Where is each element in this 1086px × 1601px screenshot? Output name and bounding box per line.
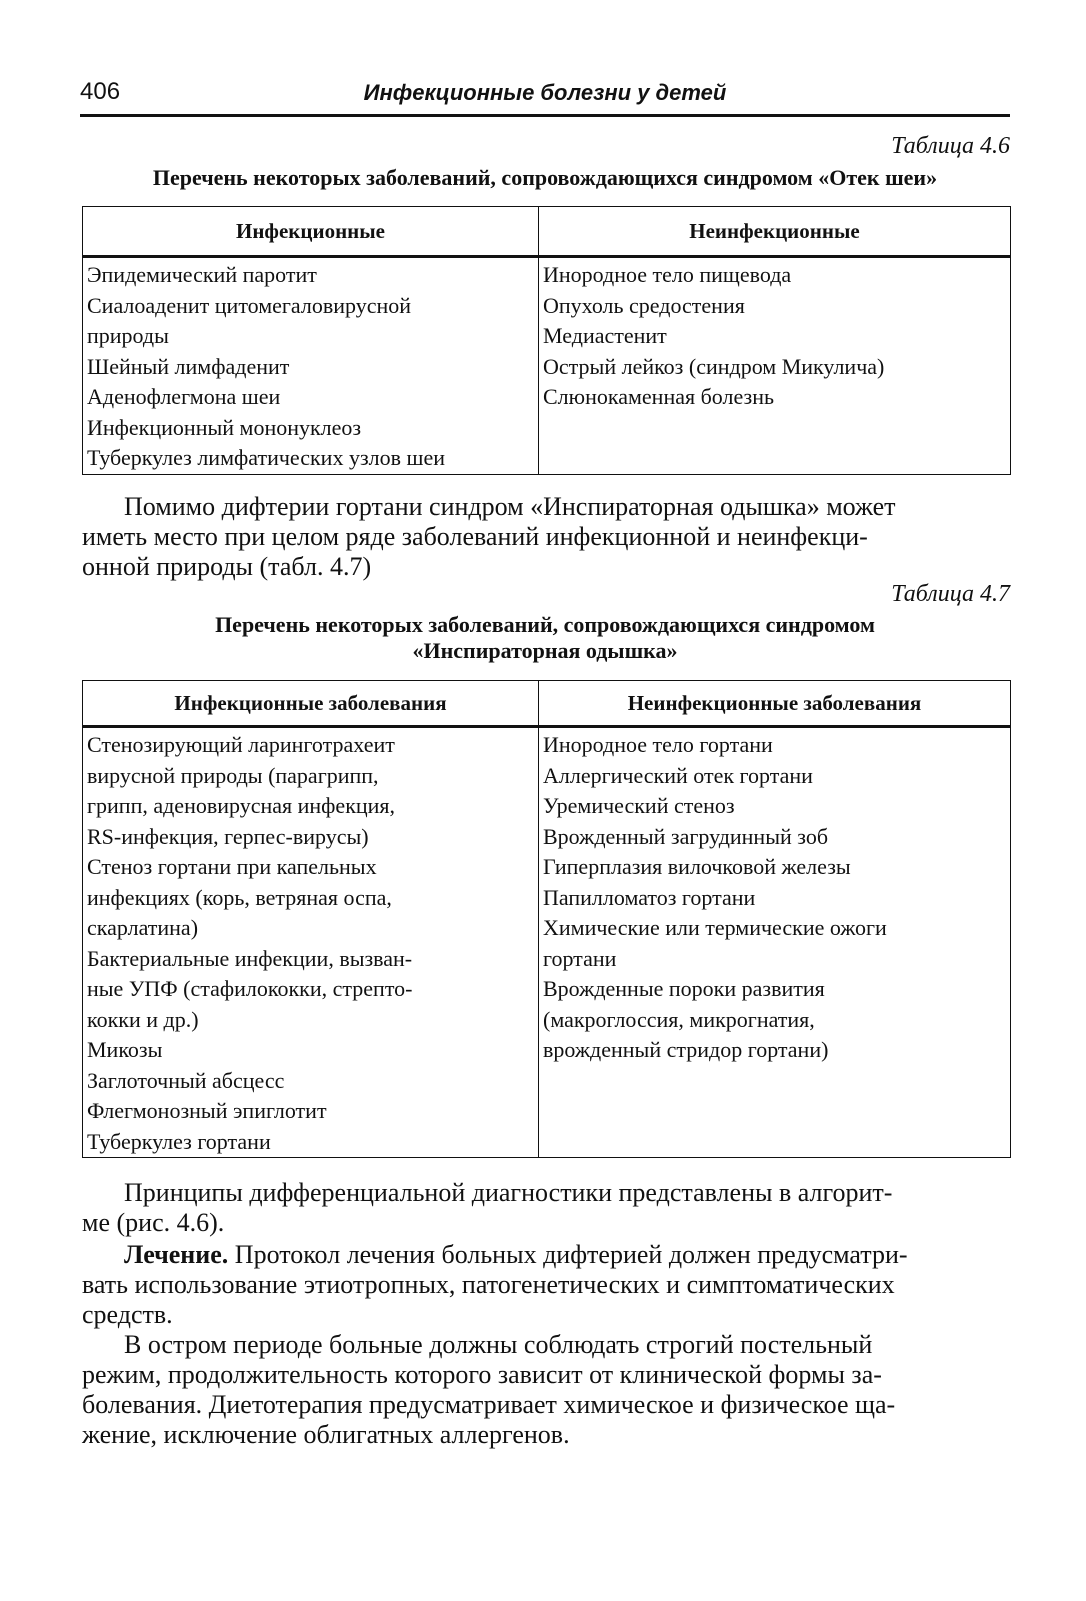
treatment-heading: Лечение. xyxy=(124,1240,229,1269)
table-4-7-label: Таблица 4.7 xyxy=(891,581,1010,607)
paragraph-line: иметь место при целом ряде заболеваний инфекционной и неинфекци- xyxy=(82,522,868,551)
paragraph-line: В остром периоде больные должны соблюдать строгий постельный xyxy=(124,1330,873,1359)
table-4-6-label: Таблица 4.6 xyxy=(891,133,1010,159)
table-cell-line: кокки и др.) xyxy=(87,1006,199,1032)
paragraph-line: средств. xyxy=(82,1300,173,1329)
paragraph-line: режим, продолжительность которого зависит от клинической формы за- xyxy=(82,1360,882,1389)
paragraph-differential-diagnosis xyxy=(82,1178,1010,1238)
paragraph-line xyxy=(82,1240,1010,1270)
paragraph-line: жение, исключение облигатных аллергенов. xyxy=(82,1420,570,1449)
table-4-6-noninfectious-cell xyxy=(539,257,1011,475)
table-cell-line: Химические или термические ожоги xyxy=(543,915,887,940)
paragraph-line: онной природы (табл. 4.7) xyxy=(82,552,372,581)
table-4-6-header-infectious: Инфекционные xyxy=(83,207,539,257)
table-4-7-noninfectious-cell xyxy=(539,727,1011,1158)
table-4-7-header-noninfectious: Неинфекционные заболевания xyxy=(539,681,1011,727)
table-cell-line: Заглоточный абсцесс xyxy=(87,1067,285,1093)
table-cell-line: Опухоль средостения xyxy=(543,292,745,318)
table-4-7-title-line-1: Перечень некоторых заболеваний, сопровождающихся синдромом xyxy=(215,612,875,637)
table-cell-line: Медиастенит xyxy=(543,323,667,348)
table-cell-line: инфекциях (корь, ветряная оспа, xyxy=(87,884,392,910)
running-title: Инфекционные болезни у детей xyxy=(363,80,727,105)
table-cell-line: гортани xyxy=(543,945,617,971)
table-cell-line: Слюнокаменная болезнь xyxy=(543,384,775,409)
table-4-6 xyxy=(82,206,1011,475)
table-cell-line: Врожденные пороки развития xyxy=(543,976,825,1001)
table-cell-line: (макроглоссия, микрогнатия, xyxy=(543,1006,815,1032)
table-cell-line: Шейный лимфаденит xyxy=(87,353,290,379)
table-cell-line: Стеноз гортани при капельных xyxy=(87,854,377,879)
paragraph-inspiratory-dyspnea xyxy=(82,492,1010,582)
paragraph-treatment xyxy=(82,1240,1010,1330)
page-header xyxy=(80,78,1010,117)
table-cell-line: Флегмонозный эпиглотит xyxy=(87,1098,327,1123)
table-4-7-title-line-2: «Инспираторная одышка» xyxy=(412,638,678,663)
table-cell-line: Инфекционный мононуклеоз xyxy=(87,414,362,440)
table-cell-line: Микозы xyxy=(87,1037,163,1062)
table-cell-line: RS-инфекция, герпес-вирусы) xyxy=(87,823,369,849)
table-cell-line: Стенозирующий ларинготрахеит xyxy=(87,732,395,757)
paragraph-line: вать использование этиотропных, патогенетических и симптоматических xyxy=(82,1270,895,1299)
table-cell-line: Бактериальные инфекции, вызван- xyxy=(87,945,413,971)
table-cell-line: Инородное тело пищевода xyxy=(543,262,792,287)
table-4-7 xyxy=(82,680,1011,1158)
table-cell-line: природы xyxy=(87,323,169,348)
table-cell-line: Сиалоаденит цитомегаловирусной xyxy=(87,292,412,318)
paragraph-acute-period xyxy=(82,1330,1010,1450)
table-4-7-infectious-cell xyxy=(83,727,539,1158)
page-number: 406 xyxy=(80,78,121,105)
paragraph-line: болевания. Диетотерапия предусматривает химическое и физическое ща- xyxy=(82,1390,896,1419)
table-4-6-title: Перечень некоторых заболеваний, сопровождающихся синдромом «Отек шеи» xyxy=(152,165,938,190)
table-cell-line: Инородное тело гортани xyxy=(543,732,773,757)
table-cell-line: Острый лейкоз (синдром Микулича) xyxy=(543,353,885,379)
table-cell-line: Аденофлегмона шеи xyxy=(87,384,281,409)
table-cell-line: Уремический стеноз xyxy=(543,793,735,818)
table-4-7-header-infectious: Инфекционные заболевания xyxy=(83,681,539,727)
table-cell-line: Аллергический отек гортани xyxy=(543,762,813,788)
table-cell-line: грипп, аденовирусная инфекция, xyxy=(87,793,396,818)
table-cell-line: Туберкулез лимфатических узлов шеи xyxy=(87,445,445,470)
table-cell-line: Папилломатоз гортани xyxy=(543,884,756,910)
table-cell-line: Туберкулез гортани xyxy=(87,1128,271,1154)
table-4-6-header-noninfectious: Неинфекционные xyxy=(539,207,1011,257)
table-cell-line: врожденный стридор гортани) xyxy=(543,1037,829,1062)
table-4-7-title xyxy=(80,612,1010,664)
paragraph-line: Помимо дифтерии гортани синдром «Инспираторная одышка» может xyxy=(124,492,896,521)
table-cell-line: ные УПФ (стафилококки, стрепто- xyxy=(87,976,413,1001)
table-cell-line: вирусной природы (парагрипп, xyxy=(87,762,379,788)
table-4-6-infectious-cell xyxy=(83,257,539,475)
paragraph-line: ме (рис. 4.6). xyxy=(82,1208,225,1237)
paragraph-line: Принципы дифференциальной диагностики представлены в алгорит- xyxy=(124,1178,893,1207)
table-cell-line: Врожденный загрудинный зоб xyxy=(543,823,829,849)
table-cell-line: Гиперплазия вилочковой железы xyxy=(543,854,851,879)
table-cell-line: Эпидемический паротит xyxy=(87,262,317,287)
paragraph-line-text: Протокол лечения больных дифтерией должен предусматри- xyxy=(228,1240,908,1269)
table-cell-line: скарлатина) xyxy=(87,915,199,940)
